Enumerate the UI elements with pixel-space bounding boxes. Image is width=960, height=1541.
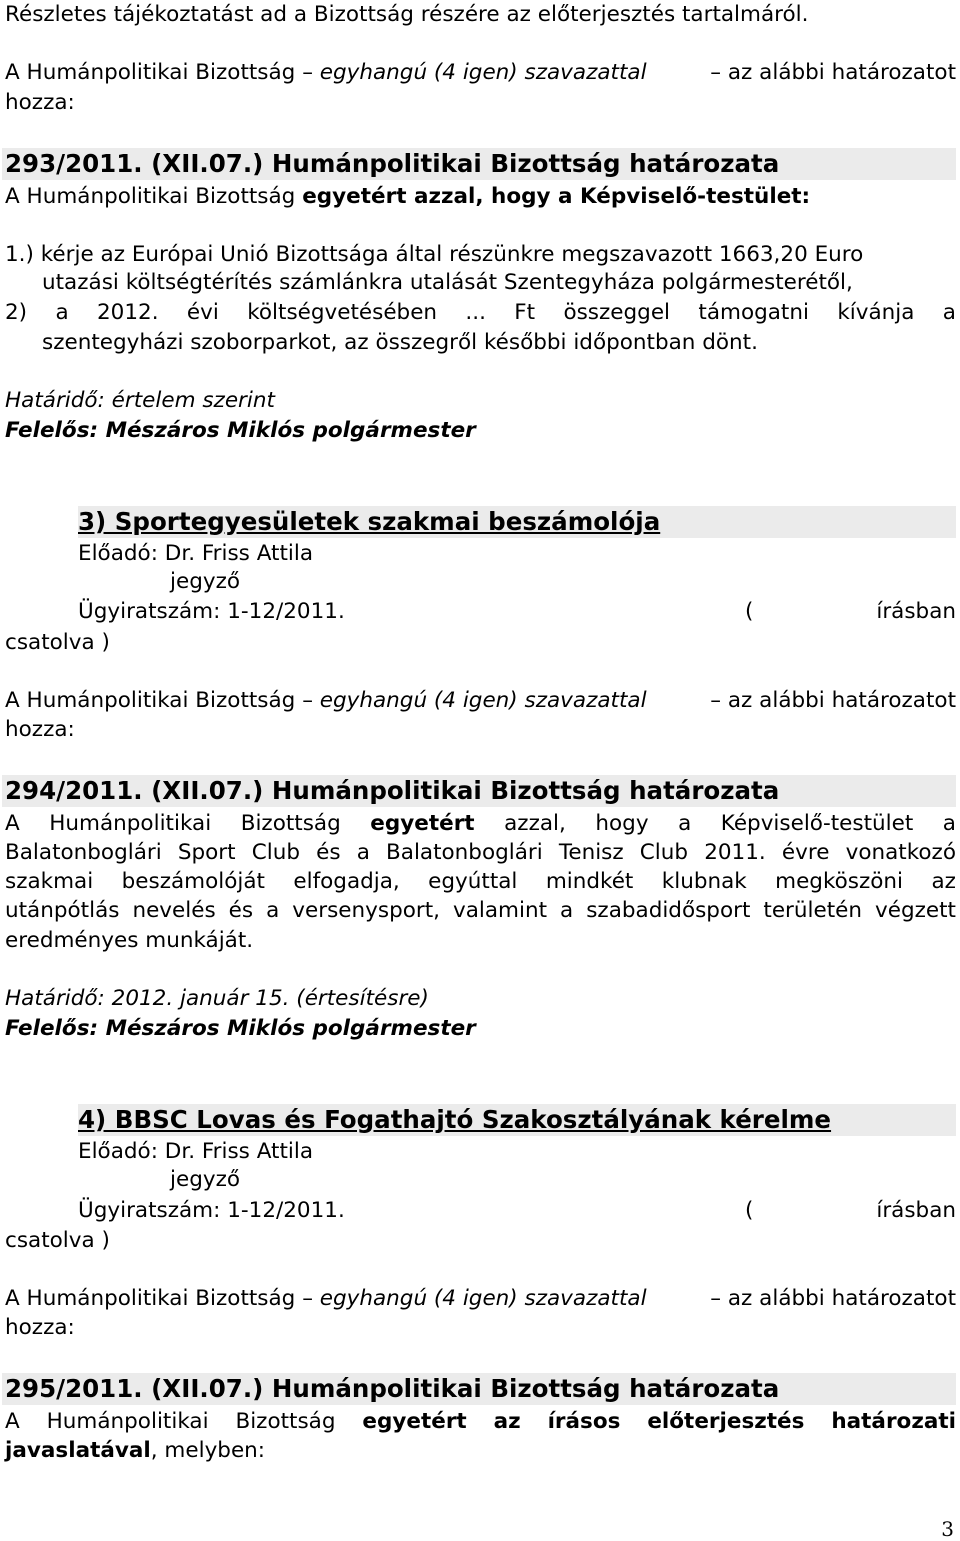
word: Sport	[177, 840, 236, 865]
word: Humánpolitikai	[49, 811, 212, 836]
vote-result: egyhangú (4 igen) szavazattal	[319, 1286, 647, 1311]
word: a	[55, 300, 69, 325]
word: A	[5, 811, 20, 836]
word: ...	[465, 300, 486, 325]
word: A	[5, 1409, 20, 1434]
agenda-3-attached-2: csatolva )	[5, 630, 110, 655]
vote-dash-2: –	[710, 688, 722, 713]
agenda-3-attached-1: írásban	[876, 599, 956, 624]
word: megköszöni	[775, 869, 904, 894]
resolution-295-line1	[5, 1409, 956, 1435]
vote-end-2: hozza:	[5, 717, 75, 742]
word: Club	[251, 840, 300, 865]
word: évi	[186, 300, 219, 325]
vote-committee: A Humánpolitikai Bizottság	[5, 688, 296, 713]
agenda-4-attached-2: csatolva )	[5, 1228, 110, 1253]
word: Bizottság	[240, 811, 341, 836]
word: végzett	[875, 898, 956, 923]
agenda-3-presenter: Előadó: Dr. Friss Attila	[78, 541, 314, 566]
word: az	[931, 869, 956, 894]
word: a	[678, 811, 692, 836]
word: valamint	[452, 898, 548, 923]
vote-dash: –	[302, 1286, 313, 1311]
resolution-293-title: 293/2011. (XII.07.) Humánpolitikai Bizottság határozata	[5, 149, 780, 178]
resolution-293-point2-line1	[5, 300, 956, 326]
word: és	[316, 840, 341, 865]
word: szakmai	[5, 869, 94, 894]
word: egyetért	[362, 1409, 467, 1434]
line2-rest: , melyben:	[150, 1438, 266, 1463]
vote-statement-3	[5, 1286, 647, 1312]
vote-tail	[710, 60, 956, 86]
word: kívánja	[837, 300, 915, 325]
word: utánpótlás	[5, 898, 120, 923]
vote-committee: A Humánpolitikai Bizottság	[5, 1286, 296, 1311]
word: Tenisz	[558, 840, 624, 865]
resolution-294-line1	[5, 811, 956, 837]
word: Balatonboglári	[5, 840, 162, 865]
word: írásos	[547, 1409, 621, 1434]
resolution-294-responsible: Felelős: Mészáros Miklós polgármester	[5, 1016, 476, 1041]
word: 2011.	[704, 840, 766, 865]
vote-tail-text: az alábbi határozatot	[727, 688, 956, 713]
word: mindkét	[545, 869, 634, 894]
vote-result: egyhangú (4 igen) szavazattal	[319, 60, 647, 85]
line2-bold: javaslatával	[5, 1438, 151, 1463]
word: összeggel	[563, 300, 671, 325]
word: nevelés	[132, 898, 216, 923]
resolution-293-point1-line1: 1.) kérje az Európai Unió Bizottsága által részünkre megszavazott 1663,20 Euro	[5, 242, 864, 267]
word: a	[266, 898, 280, 923]
word: Bizottság	[235, 1409, 336, 1434]
word: hogy	[595, 811, 649, 836]
word: elfogadja,	[293, 869, 400, 894]
resolution-294-deadline: Határidő: 2012. január 15. (értesítésre)	[5, 986, 429, 1011]
word: vonatkozó	[845, 840, 956, 865]
word: Képviselő-testület	[720, 811, 914, 836]
agenda-3-file-number: Ügyiratszám: 1-12/2011.	[78, 599, 345, 624]
vote-dash-2: –	[710, 1286, 722, 1311]
vote-end-3: hozza:	[5, 1315, 75, 1340]
resolution-295-line2	[5, 1438, 265, 1464]
vote-tail-text: az alábbi határozatot	[727, 1286, 956, 1311]
word: költségvetésében	[247, 300, 438, 325]
word: szabadidősport	[586, 898, 751, 923]
word: Ft	[514, 300, 536, 325]
vote-tail-text: az alábbi határozatot	[727, 60, 956, 85]
resolution-294-line2	[5, 840, 956, 866]
word: területén	[763, 898, 862, 923]
resolution-293-responsible: Felelős: Mészáros Miklós polgármester	[5, 418, 476, 443]
word: Club	[639, 840, 689, 865]
word: az	[493, 1409, 521, 1434]
word: versenysport,	[292, 898, 440, 923]
resolution-293-deadline: Határidő: értelem szerint	[5, 388, 275, 413]
word: a	[942, 811, 956, 836]
resolution-294-line5: eredményes munkáját.	[5, 928, 254, 953]
word: 2012.	[96, 300, 159, 325]
agenda-4-attached-1: írásban	[876, 1198, 956, 1223]
resolution-294-title: 294/2011. (XII.07.) Humánpolitikai Bizottság határozata	[5, 776, 780, 805]
vote-committee: A Humánpolitikai Bizottság	[5, 60, 296, 85]
vote-dash-2: –	[710, 60, 722, 85]
vote-dash: –	[302, 60, 313, 85]
intro-text: Részletes tájékoztatást ad a Bizottság részére az előterjesztés tartalmáról.	[5, 2, 809, 27]
vote-tail-2	[710, 688, 956, 714]
word: egyetért	[370, 811, 475, 836]
resolution-295-title: 295/2011. (XII.07.) Humánpolitikai Bizottság határozata	[5, 1374, 780, 1403]
word: beszámolóját	[121, 869, 265, 894]
agenda-4-title: 4) BBSC Lovas és Fogathajtó Szakosztályának kérelme	[78, 1105, 832, 1134]
resolution-293-point2-line2: szentegyházi szoborparkot, az összegről későbbi időpontban dönt.	[42, 330, 758, 355]
agenda-4-paren: (	[745, 1198, 754, 1223]
vote-statement-2	[5, 688, 647, 714]
vote-dash: –	[302, 688, 313, 713]
word: azzal,	[504, 811, 566, 836]
vote-end: hozza:	[5, 90, 75, 115]
resolution-294-line3	[5, 869, 956, 895]
word: Humánpolitikai	[46, 1409, 209, 1434]
word: előterjesztés	[647, 1409, 805, 1434]
word: a	[942, 300, 956, 325]
resolution-294-line4	[5, 898, 956, 924]
word: a	[356, 840, 370, 865]
vote-result: egyhangú (4 igen) szavazattal	[319, 688, 647, 713]
page-number: 3	[941, 1517, 954, 1541]
vote-tail-3	[710, 1286, 956, 1312]
resolution-293-point1-line2: utazási költségtérítés számlánkra utalását Szentegyháza polgármesterétől,	[42, 270, 853, 295]
lead-bold: egyetért azzal, hogy a Képviselő-testület:	[302, 184, 811, 209]
word: évre	[781, 840, 830, 865]
resolution-293-lead	[5, 184, 810, 210]
lead-plain: A Humánpolitikai Bizottság	[5, 184, 296, 209]
agenda-3-role: jegyző	[170, 569, 241, 594]
word: klubnak	[661, 869, 747, 894]
word: Balatonboglári	[386, 840, 543, 865]
word: határozati	[831, 1409, 956, 1434]
word: a	[560, 898, 574, 923]
agenda-4-file-number: Ügyiratszám: 1-12/2011.	[78, 1198, 345, 1223]
word: egyúttal	[428, 869, 518, 894]
word: 2)	[5, 300, 28, 325]
word: és	[228, 898, 254, 923]
agenda-4-role: jegyző	[170, 1167, 241, 1192]
agenda-4-presenter: Előadó: Dr. Friss Attila	[78, 1139, 314, 1164]
word: támogatni	[698, 300, 809, 325]
agenda-3-paren: (	[745, 599, 754, 624]
agenda-3-title: 3) Sportegyesületek szakmai beszámolója	[78, 507, 661, 536]
